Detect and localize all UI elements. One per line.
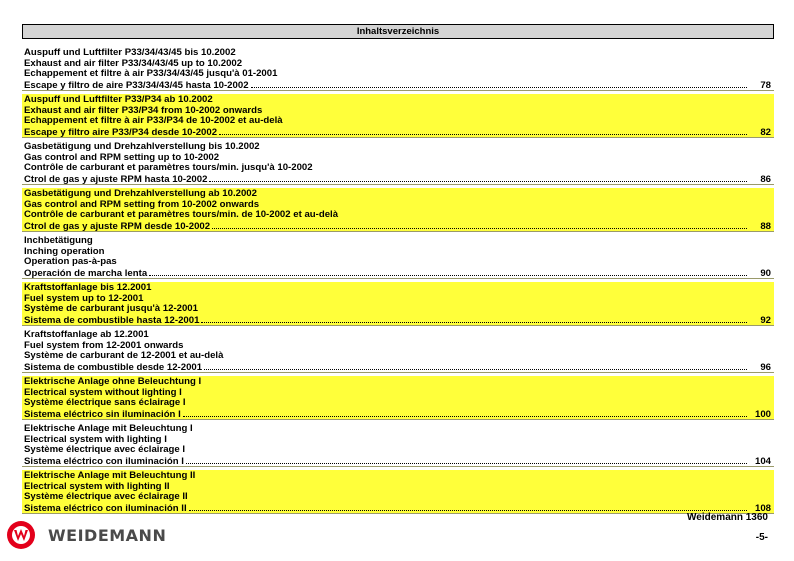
toc-entry-last-line	[22, 409, 774, 420]
toc-entry-title-line: Electrical system with lighting I	[24, 434, 167, 445]
toc-entry-title-line: Sistema eléctrico con iluminación II	[24, 502, 187, 513]
toc-entry-title-line: Gas control and RPM setting up to 10-2002	[24, 152, 220, 163]
toc-entry-title-line: Sistema de combustible desde 12-2001	[24, 361, 203, 372]
toc-entry-page-number[interactable]: 78	[760, 79, 771, 90]
toc-entry-title-line: Inching operation	[24, 246, 105, 257]
toc-entry-title-line: Système de carburant de 12-2001 et au-delà	[24, 351, 224, 361]
toc-entry-page-number[interactable]: 108	[754, 502, 771, 513]
toc-entry-title-line: Kraftstoffanlage bis 12.2001	[24, 283, 152, 293]
toc-entry-page-number[interactable]: 104	[754, 455, 771, 466]
toc-entry-page-number[interactable]: 100	[754, 408, 771, 419]
toc-entry-page-number[interactable]: 92	[760, 314, 771, 325]
toc-entry-title-line: Contrôle de carburant et paramètres tours/min. jusqu'à 10-2002	[24, 163, 313, 173]
toc-entry-title-line: Escape y filtro de aire P33/34/43/45 hasta 10-2002	[24, 79, 249, 90]
toc-entry-last-line	[22, 221, 774, 232]
toc-entry-title-line: Escape y filtro aire P33/P34 desde 10-2002	[24, 126, 218, 137]
toc-entry-title-line: Système électrique sans éclairage I	[24, 398, 186, 408]
toc-entry-title-line: Sistema eléctrico sin iluminación I	[24, 408, 181, 419]
toc-entry-title-line: Inchbetätigung	[24, 236, 93, 246]
dot-leader	[209, 174, 747, 182]
toc-entry-last-line	[22, 362, 774, 373]
toc-entry-title-line: Exhaust and air filter P33/34/43/45 up to 10.2002	[24, 58, 243, 69]
dot-leader	[189, 503, 747, 511]
toc-entry-title-line: Electrical system with lighting II	[24, 481, 170, 492]
toc-entry-title-line: Operation pas-à-pas	[24, 257, 117, 267]
toc-entry-title-line: Auspuff und Luftfilter P33/34/43/45 bis 10.2002	[24, 48, 236, 58]
dot-leader	[183, 409, 747, 417]
toc-entry[interactable]	[22, 235, 774, 279]
toc-entry-title-line: Gasbetätigung und Drehzahlverstellung ab 10.2002	[24, 189, 257, 199]
toc-entry-title-line: Electrical system without lighting I	[24, 387, 182, 398]
toc-entry-title-line: Sistema de combustible hasta 12-2001	[24, 314, 200, 325]
page-number: -5-	[755, 532, 768, 543]
toc-entry[interactable]	[22, 94, 774, 138]
toc-entry[interactable]	[22, 282, 774, 326]
dot-leader	[219, 127, 747, 135]
toc-entry-title-line: Ctrol de gas y ajuste RPM hasta 10-2002	[24, 173, 208, 184]
toc-entry-title-line: Système électrique avec éclairage II	[24, 492, 188, 502]
toc-entry[interactable]	[22, 423, 774, 467]
toc-entry[interactable]	[22, 329, 774, 373]
toc-entry-page-number[interactable]: 96	[760, 361, 771, 372]
toc-entry-page-number[interactable]: 86	[760, 173, 771, 184]
dot-leader	[251, 80, 747, 88]
toc-entry-title-line: Sistema eléctrico con iluminación I	[24, 455, 184, 466]
toc-entry-title-line: Elektrische Anlage mit Beleuchtung II	[24, 471, 196, 481]
toc-entry-title-line: Elektrische Anlage ohne Beleuchtung I	[24, 377, 202, 387]
toc-header	[22, 24, 774, 39]
toc-entry-title-line: Kraftstoffanlage ab 12.2001	[24, 330, 149, 340]
toc-entry-title-line: Operación de marcha lenta	[24, 267, 148, 278]
toc-entry-title-line: Exhaust and air filter P33/P34 from 10-2002 onwards	[24, 105, 263, 116]
dot-leader	[201, 315, 747, 323]
logo-wordmark: WEIDEMANN	[48, 526, 167, 545]
toc-entry-title-line: Echappement et filtre à air P33/P34 de 10-2002 et au-delà	[24, 116, 283, 126]
toc-entry-title-line: Auspuff und Luftfilter P33/P34 ab 10.2002	[24, 95, 213, 105]
toc-entry-title-line: Echappement et filtre à air P33/34/43/45 jusqu'à 01-2001	[24, 69, 278, 79]
weidemann-logo-icon	[6, 520, 36, 550]
dot-leader	[212, 221, 747, 229]
brand-logo	[6, 520, 206, 550]
toc-entry-last-line	[22, 268, 774, 279]
toc-entry-title-line: Gas control and RPM setting from 10-2002 onwards	[24, 199, 260, 210]
document-reference: Weidemann 1360	[687, 512, 768, 523]
dot-leader	[149, 268, 747, 276]
toc-entry[interactable]	[22, 141, 774, 185]
toc-entry-title-line: Fuel system up to 12-2001	[24, 293, 144, 304]
toc-entry-last-line	[22, 315, 774, 326]
dot-leader	[186, 456, 747, 464]
toc-entry-last-line	[22, 174, 774, 185]
toc-entry-title-line: Elektrische Anlage mit Beleuchtung I	[24, 424, 193, 434]
toc-entry-page-number[interactable]: 82	[760, 126, 771, 137]
toc-entry[interactable]	[22, 376, 774, 420]
toc-entry-last-line	[22, 127, 774, 138]
dot-leader	[204, 362, 747, 370]
toc-entry-last-line	[22, 80, 774, 91]
toc-entry[interactable]	[22, 188, 774, 232]
toc-entry-last-line	[22, 456, 774, 467]
toc-entry-title-line: Système de carburant jusqu'à 12-2001	[24, 304, 198, 314]
toc-entry[interactable]	[22, 470, 774, 514]
toc-entry-title-line: Fuel system from 12-2001 onwards	[24, 340, 184, 351]
toc-list	[22, 47, 774, 517]
toc-entry-page-number[interactable]: 90	[760, 267, 771, 278]
toc-entry-title-line: Gasbetätigung und Drehzahlverstellung bis 10.2002	[24, 142, 260, 152]
toc-entry-title-line: Système électrique avec éclairage I	[24, 445, 186, 455]
toc-entry-title-line: Contrôle de carburant et paramètres tours/min. de 10-2002 et au-delà	[24, 210, 339, 220]
toc-entry[interactable]	[22, 47, 774, 91]
toc-entry-title-line: Ctrol de gas y ajuste RPM desde 10-2002	[24, 220, 211, 231]
toc-title: Inhaltsverzeichnis	[356, 26, 440, 37]
toc-entry-page-number[interactable]: 88	[760, 220, 771, 231]
